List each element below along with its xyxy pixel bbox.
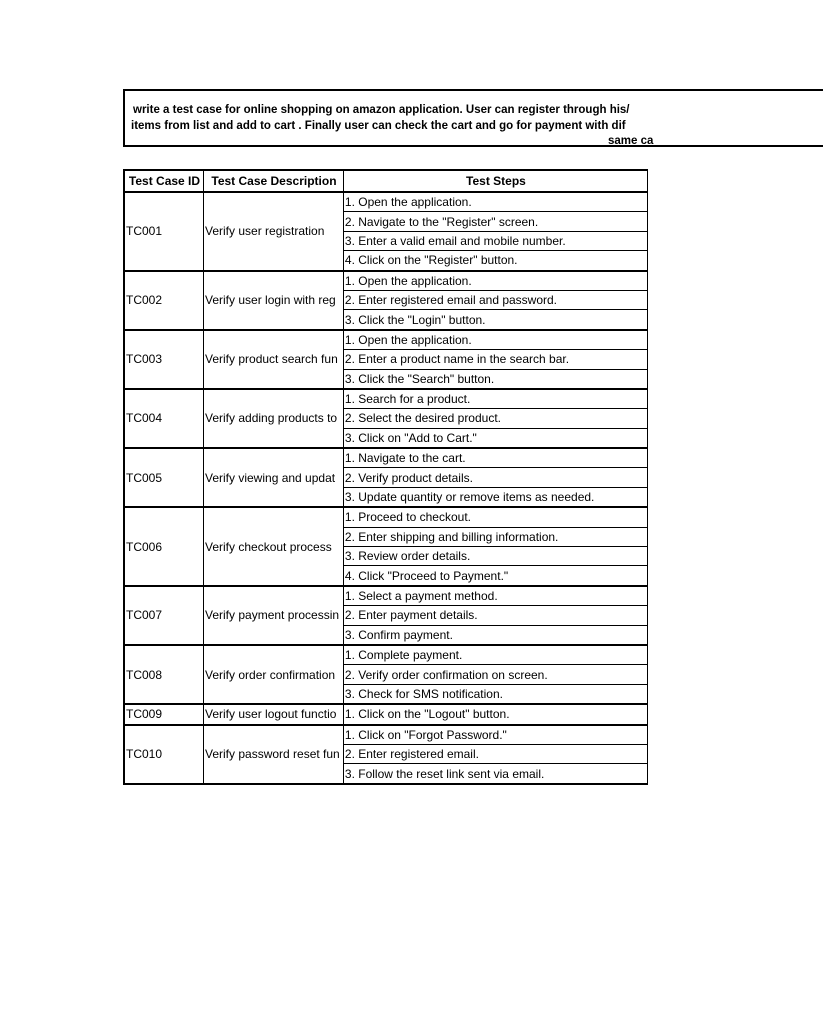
column-header-test-case-id[interactable]: Test Case ID bbox=[124, 170, 204, 192]
test-case-id-cell[interactable]: TC010 bbox=[124, 725, 204, 784]
table-row bbox=[124, 704, 648, 724]
test-case-id-cell[interactable]: TC006 bbox=[124, 507, 204, 586]
problem-statement-line: items from list and add to cart . Finally user can check the cart and go for payment with dif bbox=[131, 120, 626, 132]
test-case-id-cell[interactable]: TC004 bbox=[124, 389, 204, 448]
problem-statement-line: same ca bbox=[608, 135, 654, 147]
test-case-description-cell[interactable]: Verify viewing and updat bbox=[204, 448, 344, 507]
test-step-cell[interactable]: 1. Click on "Forgot Password." bbox=[343, 725, 647, 745]
column-header-test-case-description[interactable]: Test Case Description bbox=[204, 170, 344, 192]
test-step-cell[interactable]: 2. Navigate to the "Register" screen. bbox=[343, 212, 647, 231]
test-step-cell[interactable]: 3. Confirm payment. bbox=[343, 625, 647, 645]
test-case-description-cell[interactable]: Verify order confirmation bbox=[204, 645, 344, 704]
test-case-id-cell[interactable]: TC008 bbox=[124, 645, 204, 704]
test-step-cell[interactable]: 2. Enter shipping and billing information. bbox=[343, 527, 647, 546]
test-case-description-cell[interactable]: Verify user registration bbox=[204, 192, 344, 271]
test-case-id-cell[interactable]: TC007 bbox=[124, 586, 204, 645]
test-step-cell[interactable]: 2. Enter payment details. bbox=[343, 606, 647, 625]
test-step-cell[interactable]: 3. Update quantity or remove items as needed. bbox=[343, 487, 647, 507]
test-case-table bbox=[123, 169, 648, 785]
test-step-cell[interactable]: 3. Review order details. bbox=[343, 547, 647, 566]
test-case-id-cell[interactable]: TC005 bbox=[124, 448, 204, 507]
column-header-test-steps[interactable]: Test Steps bbox=[343, 170, 647, 192]
test-step-cell[interactable]: 1. Open the application. bbox=[343, 192, 647, 212]
table-row bbox=[124, 192, 648, 212]
test-step-cell[interactable]: 1. Search for a product. bbox=[343, 389, 647, 409]
test-case-description-cell[interactable]: Verify product search fun bbox=[204, 330, 344, 389]
problem-statement-box bbox=[123, 89, 823, 147]
test-step-cell[interactable]: 3. Click on "Add to Cart." bbox=[343, 428, 647, 448]
test-step-cell[interactable]: 2. Enter a product name in the search bar. bbox=[343, 350, 647, 369]
table-row bbox=[124, 389, 648, 409]
test-step-cell[interactable]: 3. Click the "Login" button. bbox=[343, 310, 647, 330]
test-case-id-cell[interactable]: TC009 bbox=[124, 704, 204, 724]
test-step-cell[interactable]: 1. Open the application. bbox=[343, 330, 647, 350]
test-case-description-cell[interactable]: Verify payment processin bbox=[204, 586, 344, 645]
test-step-cell[interactable]: 2. Enter registered email. bbox=[343, 744, 647, 763]
table-header-row bbox=[124, 170, 648, 192]
test-step-cell[interactable]: 1. Select a payment method. bbox=[343, 586, 647, 606]
table-row bbox=[124, 507, 648, 527]
test-step-cell[interactable]: 2. Select the desired product. bbox=[343, 409, 647, 428]
test-step-cell[interactable]: 3. Follow the reset link sent via email. bbox=[343, 764, 647, 784]
test-step-cell[interactable]: 2. Verify order confirmation on screen. bbox=[343, 665, 647, 684]
table-row bbox=[124, 271, 648, 291]
test-case-id-cell[interactable]: TC001 bbox=[124, 192, 204, 271]
test-step-cell[interactable]: 4. Click "Proceed to Payment." bbox=[343, 566, 647, 586]
test-step-cell[interactable]: 3. Enter a valid email and mobile number. bbox=[343, 231, 647, 250]
test-step-cell[interactable]: 1. Open the application. bbox=[343, 271, 647, 291]
test-case-description-cell[interactable]: Verify user login with reg bbox=[204, 271, 344, 330]
test-step-cell[interactable]: 3. Check for SMS notification. bbox=[343, 684, 647, 704]
test-case-description-cell[interactable]: Verify adding products to bbox=[204, 389, 344, 448]
test-step-cell[interactable]: 1. Click on the "Logout" button. bbox=[343, 704, 647, 724]
test-case-table-body bbox=[124, 192, 648, 784]
test-case-description-cell[interactable]: Verify password reset fun bbox=[204, 725, 344, 784]
problem-statement-line: write a test case for online shopping on amazon application. User can register through his/ bbox=[133, 104, 630, 116]
table-row bbox=[124, 645, 648, 665]
test-step-cell[interactable]: 4. Click on the "Register" button. bbox=[343, 251, 647, 271]
test-step-cell[interactable]: 2. Verify product details. bbox=[343, 468, 647, 487]
table-row bbox=[124, 586, 648, 606]
table-row bbox=[124, 448, 648, 468]
test-step-cell[interactable]: 1. Proceed to checkout. bbox=[343, 507, 647, 527]
test-case-id-cell[interactable]: TC003 bbox=[124, 330, 204, 389]
table-row bbox=[124, 330, 648, 350]
table-row bbox=[124, 725, 648, 745]
test-case-id-cell[interactable]: TC002 bbox=[124, 271, 204, 330]
test-case-description-cell[interactable]: Verify checkout process bbox=[204, 507, 344, 586]
test-case-description-cell[interactable]: Verify user logout functio bbox=[204, 704, 344, 724]
test-step-cell[interactable]: 3. Click the "Search" button. bbox=[343, 369, 647, 389]
test-step-cell[interactable]: 1. Complete payment. bbox=[343, 645, 647, 665]
test-step-cell[interactable]: 2. Enter registered email and password. bbox=[343, 290, 647, 309]
test-step-cell[interactable]: 1. Navigate to the cart. bbox=[343, 448, 647, 468]
